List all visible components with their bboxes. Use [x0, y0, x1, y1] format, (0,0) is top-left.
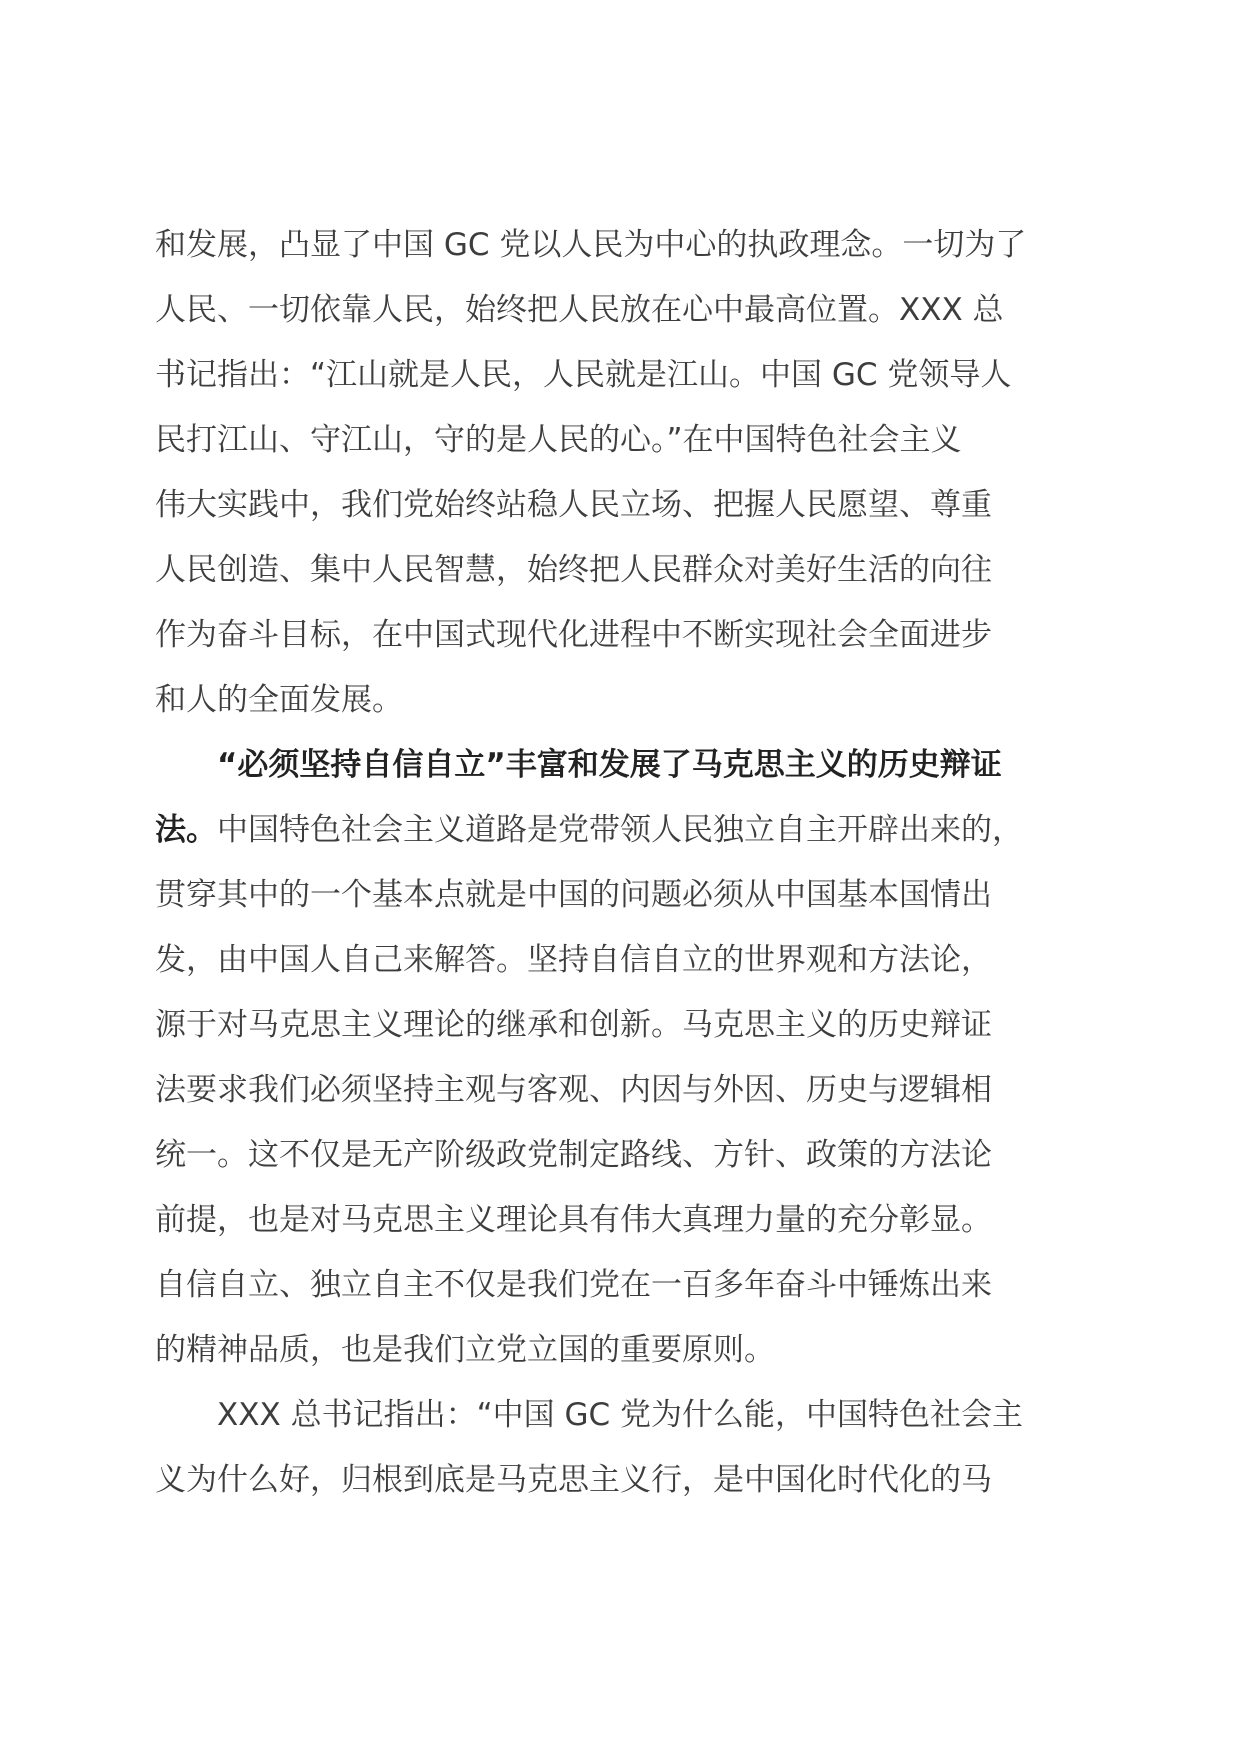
paragraph-2	[155, 733, 1100, 1383]
text-line: 发，由中国人自己来解答。坚持自信自立的世界观和方法论，	[155, 942, 992, 978]
text-line: 书记指出：“江山就是人民，人民就是江山。中国 GC 党领导人	[155, 357, 1012, 393]
text-line: 源于对马克思主义理论的继承和创新。马克思主义的历史辩证	[155, 1007, 992, 1043]
document-body	[155, 213, 1100, 1513]
text-line: XXX 总书记指出：“中国 GC 党为什么能，中国特色社会主	[217, 1397, 1023, 1433]
text-line: 和发展，凸显了中国 GC 党以人民为中心的执政理念。一切为了	[155, 227, 1027, 263]
paragraph-heading: “必须坚持自信自立”丰富和发展了马克思主义的历史辩证	[217, 747, 1002, 783]
text-line: 伟大实践中，我们党始终站稳人民立场、把握人民愿望、尊重	[155, 487, 992, 523]
text-line: 法要求我们必须坚持主观与客观、内因与外因、历史与逻辑相	[155, 1072, 992, 1108]
paragraph-1	[155, 213, 1100, 733]
text-line: 贯穿其中的一个基本点就是中国的问题必须从中国基本国情出	[155, 877, 992, 913]
text-line: 和人的全面发展。	[155, 682, 403, 718]
text-line: 人民创造、集中人民智慧，始终把人民群众对美好生活的向往	[155, 552, 992, 588]
text-line: 的精神品质，也是我们立党立国的重要原则。	[155, 1332, 775, 1368]
text-line: 前提，也是对马克思主义理论具有伟大真理力量的充分彰显。	[155, 1202, 992, 1238]
text-line: 统一。这不仅是无产阶级政党制定路线、方针、政策的方法论	[155, 1137, 992, 1173]
text-line: 自信自立、独立自主不仅是我们党在一百多年奋斗中锤炼出来	[155, 1267, 992, 1303]
text-line-rest: 中国特色社会主义道路是党带领人民独立自主开辟出来的，	[217, 812, 1023, 848]
text-line: 民打江山、守江山，守的是人民的心。”在中国特色社会主义	[155, 422, 962, 458]
text-line: 人民、一切依靠人民，始终把人民放在心中最高位置。XXX 总	[155, 292, 1004, 328]
text-line: 作为奋斗目标，在中国式现代化进程中不断实现社会全面进步	[155, 617, 992, 653]
paragraph-heading-end: 法。	[155, 812, 217, 848]
text-line: 义为什么好，归根到底是马克思主义行，是中国化时代化的马	[155, 1462, 992, 1498]
paragraph-3	[155, 1383, 1100, 1513]
text-line	[155, 798, 1100, 863]
